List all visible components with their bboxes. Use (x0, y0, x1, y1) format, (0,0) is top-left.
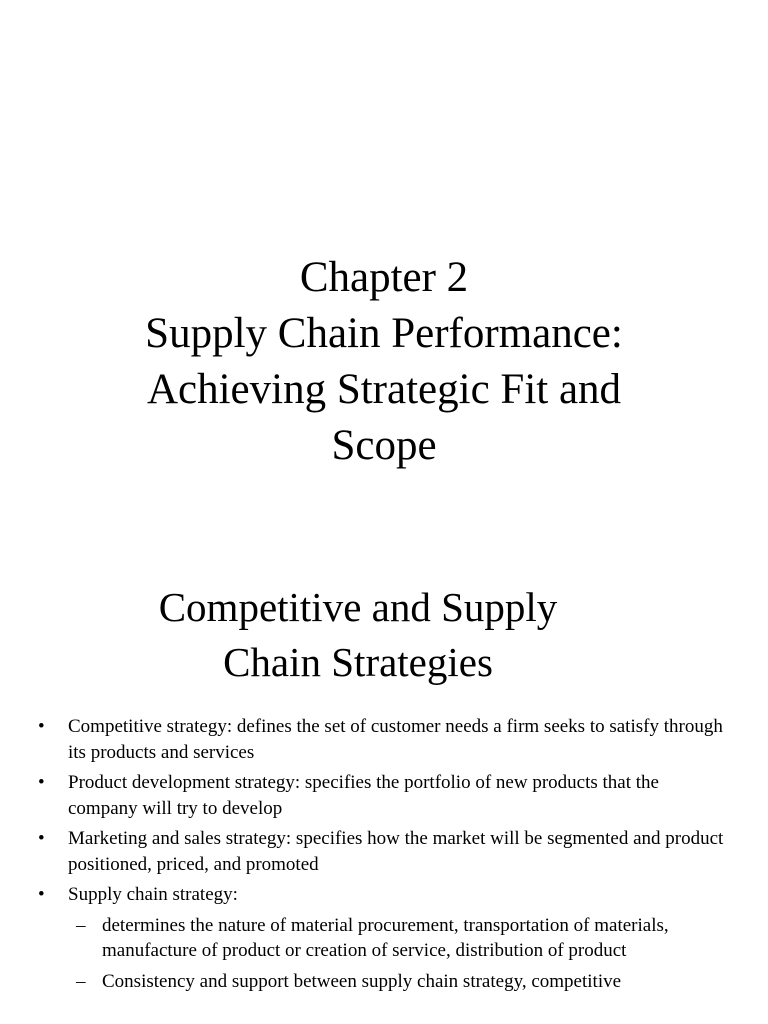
bullet-competitive-strategy: • Competitive strategy: defines the set of customer needs a firm seeks to satisfy through its products and services (0, 714, 768, 765)
chapter-title-line: Supply Chain Performance: (145, 310, 623, 357)
chapter-title (0, 250, 768, 474)
bullet-product-development-strategy: • Product development strategy: specifies the portfolio of new products that the company will try to develop (0, 770, 768, 821)
chapter-title-line: Scope (331, 422, 437, 469)
slide-title (0, 580, 716, 690)
sub-bullet-determines: – determines the nature of material procurement, transportation of materials, manufacture of product or creation of service, distribution of product (0, 913, 768, 964)
sub-bullet-consistency: – Consistency and support between supply chain strategy, competitive (0, 969, 768, 995)
slide-title-line: Chain Strategies (223, 639, 493, 685)
chapter-title-line: Chapter 2 (299, 254, 469, 301)
bullet-marketing-sales-strategy: • Marketing and sales strategy: specifies how the market will be segmented and product positioned, priced, and promoted (0, 826, 768, 877)
bullet-list (0, 714, 768, 999)
bullet-supply-chain-strategy: • Supply chain strategy: (0, 882, 768, 908)
chapter-title-line: Achieving Strategic Fit and (146, 366, 622, 413)
slide-title-line: Competitive and Supply (158, 584, 558, 630)
